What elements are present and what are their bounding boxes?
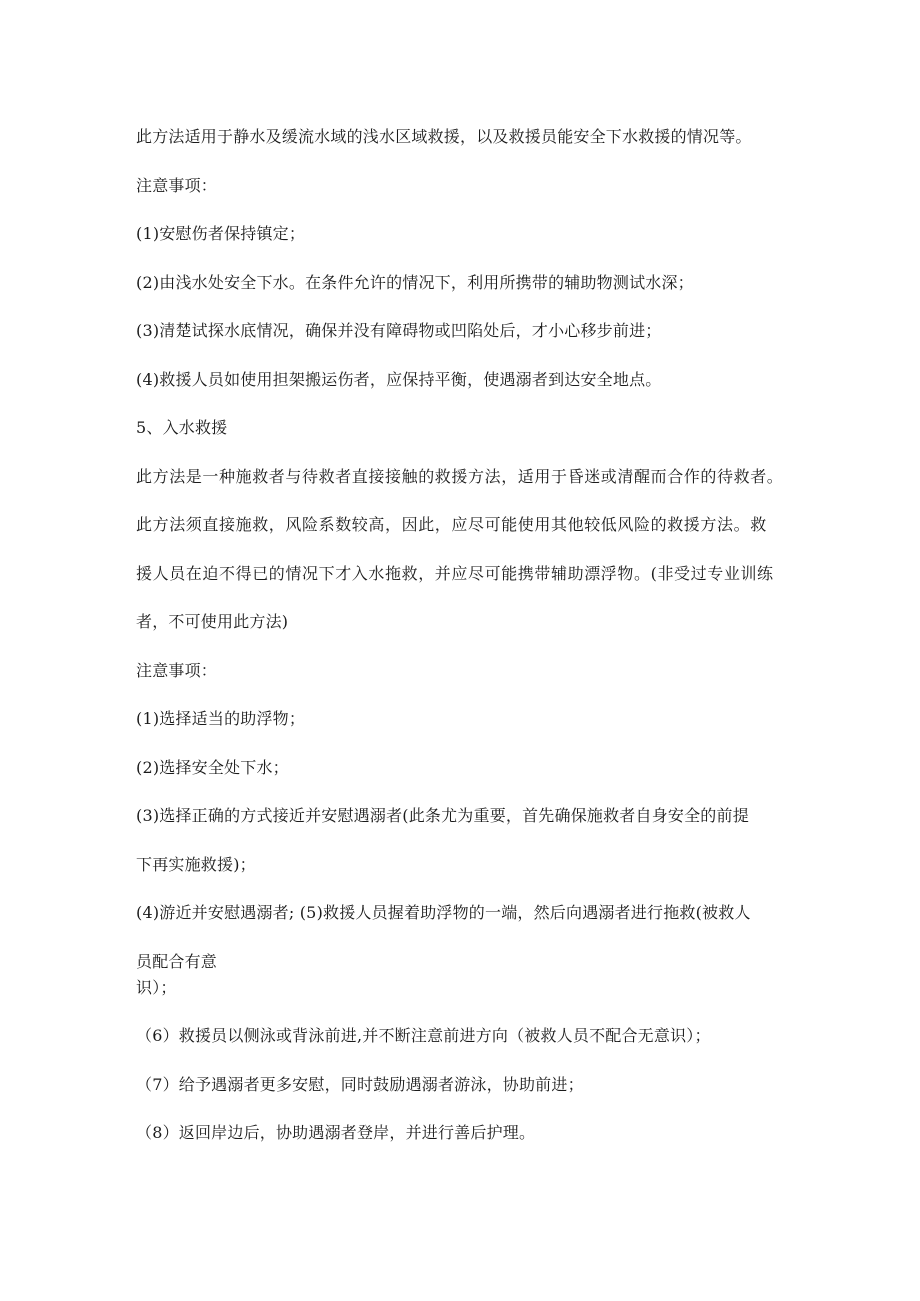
notes-heading-2: 注意事项： bbox=[136, 661, 218, 680]
paragraph-line-2: 此方法是一种施救者与待救者直接接触的救援方法，适用于昏迷或清醒而合作的待救者。 bbox=[136, 467, 784, 486]
note-item-11: （8）返回岸边后，协助遇溺者登岸，并进行善后护理。 bbox=[136, 1123, 536, 1142]
note-item-1: (1)安慰伤者保持镇定； bbox=[136, 224, 306, 243]
note-item-2: (2)由浅水处安全下水。在条件允许的情况下，利用所携带的辅助物测试水深； bbox=[136, 273, 694, 292]
note-item-8-continued: 员配合有意 bbox=[136, 952, 218, 971]
note-item-7-continued: 下再实施救援)； bbox=[136, 855, 256, 874]
paragraph-line-1: 此方法适用于静水及缓流水域的浅水区域救援，以及救援员能安全下水救援的情况等。 bbox=[136, 127, 752, 146]
note-item-8: (4)游近并安慰遇溺者; (5)救援人员握着助浮物的一端，然后向遇溺者进行拖救(被救人 bbox=[136, 903, 751, 922]
paragraph-line-3: 此方法须直接施救，风险系数较高，因此，应尽可能使用其他较低风险的救援方法。救 bbox=[136, 515, 767, 534]
note-item-7: (3)选择正确的方式接近并安慰遇溺者(此条尤为重要，首先确保施救者自身安全的前提 bbox=[136, 806, 749, 825]
note-item-8-end: 识）； bbox=[136, 978, 177, 997]
note-item-6: (2)选择安全处下水； bbox=[136, 758, 289, 777]
notes-heading: 注意事项： bbox=[136, 176, 218, 195]
section-heading: 5、入水救援 bbox=[136, 418, 228, 437]
paragraph-line-5: 者，不可使用此方法) bbox=[136, 612, 289, 631]
note-item-9: （6）救援员以侧泳或背泳前进,并不断注意前进方向（被救人员不配合无意识）； bbox=[136, 1026, 711, 1045]
paragraph-line-4: 援人员在迫不得已的情况下才入水拖救，并应尽可能携带辅助漂浮物。(非受过专业训练 bbox=[136, 564, 774, 583]
note-item-5: (1)选择适当的助浮物； bbox=[136, 709, 306, 728]
note-item-10: （7）给予遇溺者更多安慰，同时鼓励遇溺者游泳，协助前进； bbox=[136, 1075, 584, 1094]
note-item-3: (3)清楚试探水底情况，确保并没有障碍物或凹陷处后，才小心移步前进； bbox=[136, 321, 662, 340]
note-item-4: (4)救援人员如使用担架搬运伤者，应保持平衡，使遇溺者到达安全地点。 bbox=[136, 370, 662, 389]
